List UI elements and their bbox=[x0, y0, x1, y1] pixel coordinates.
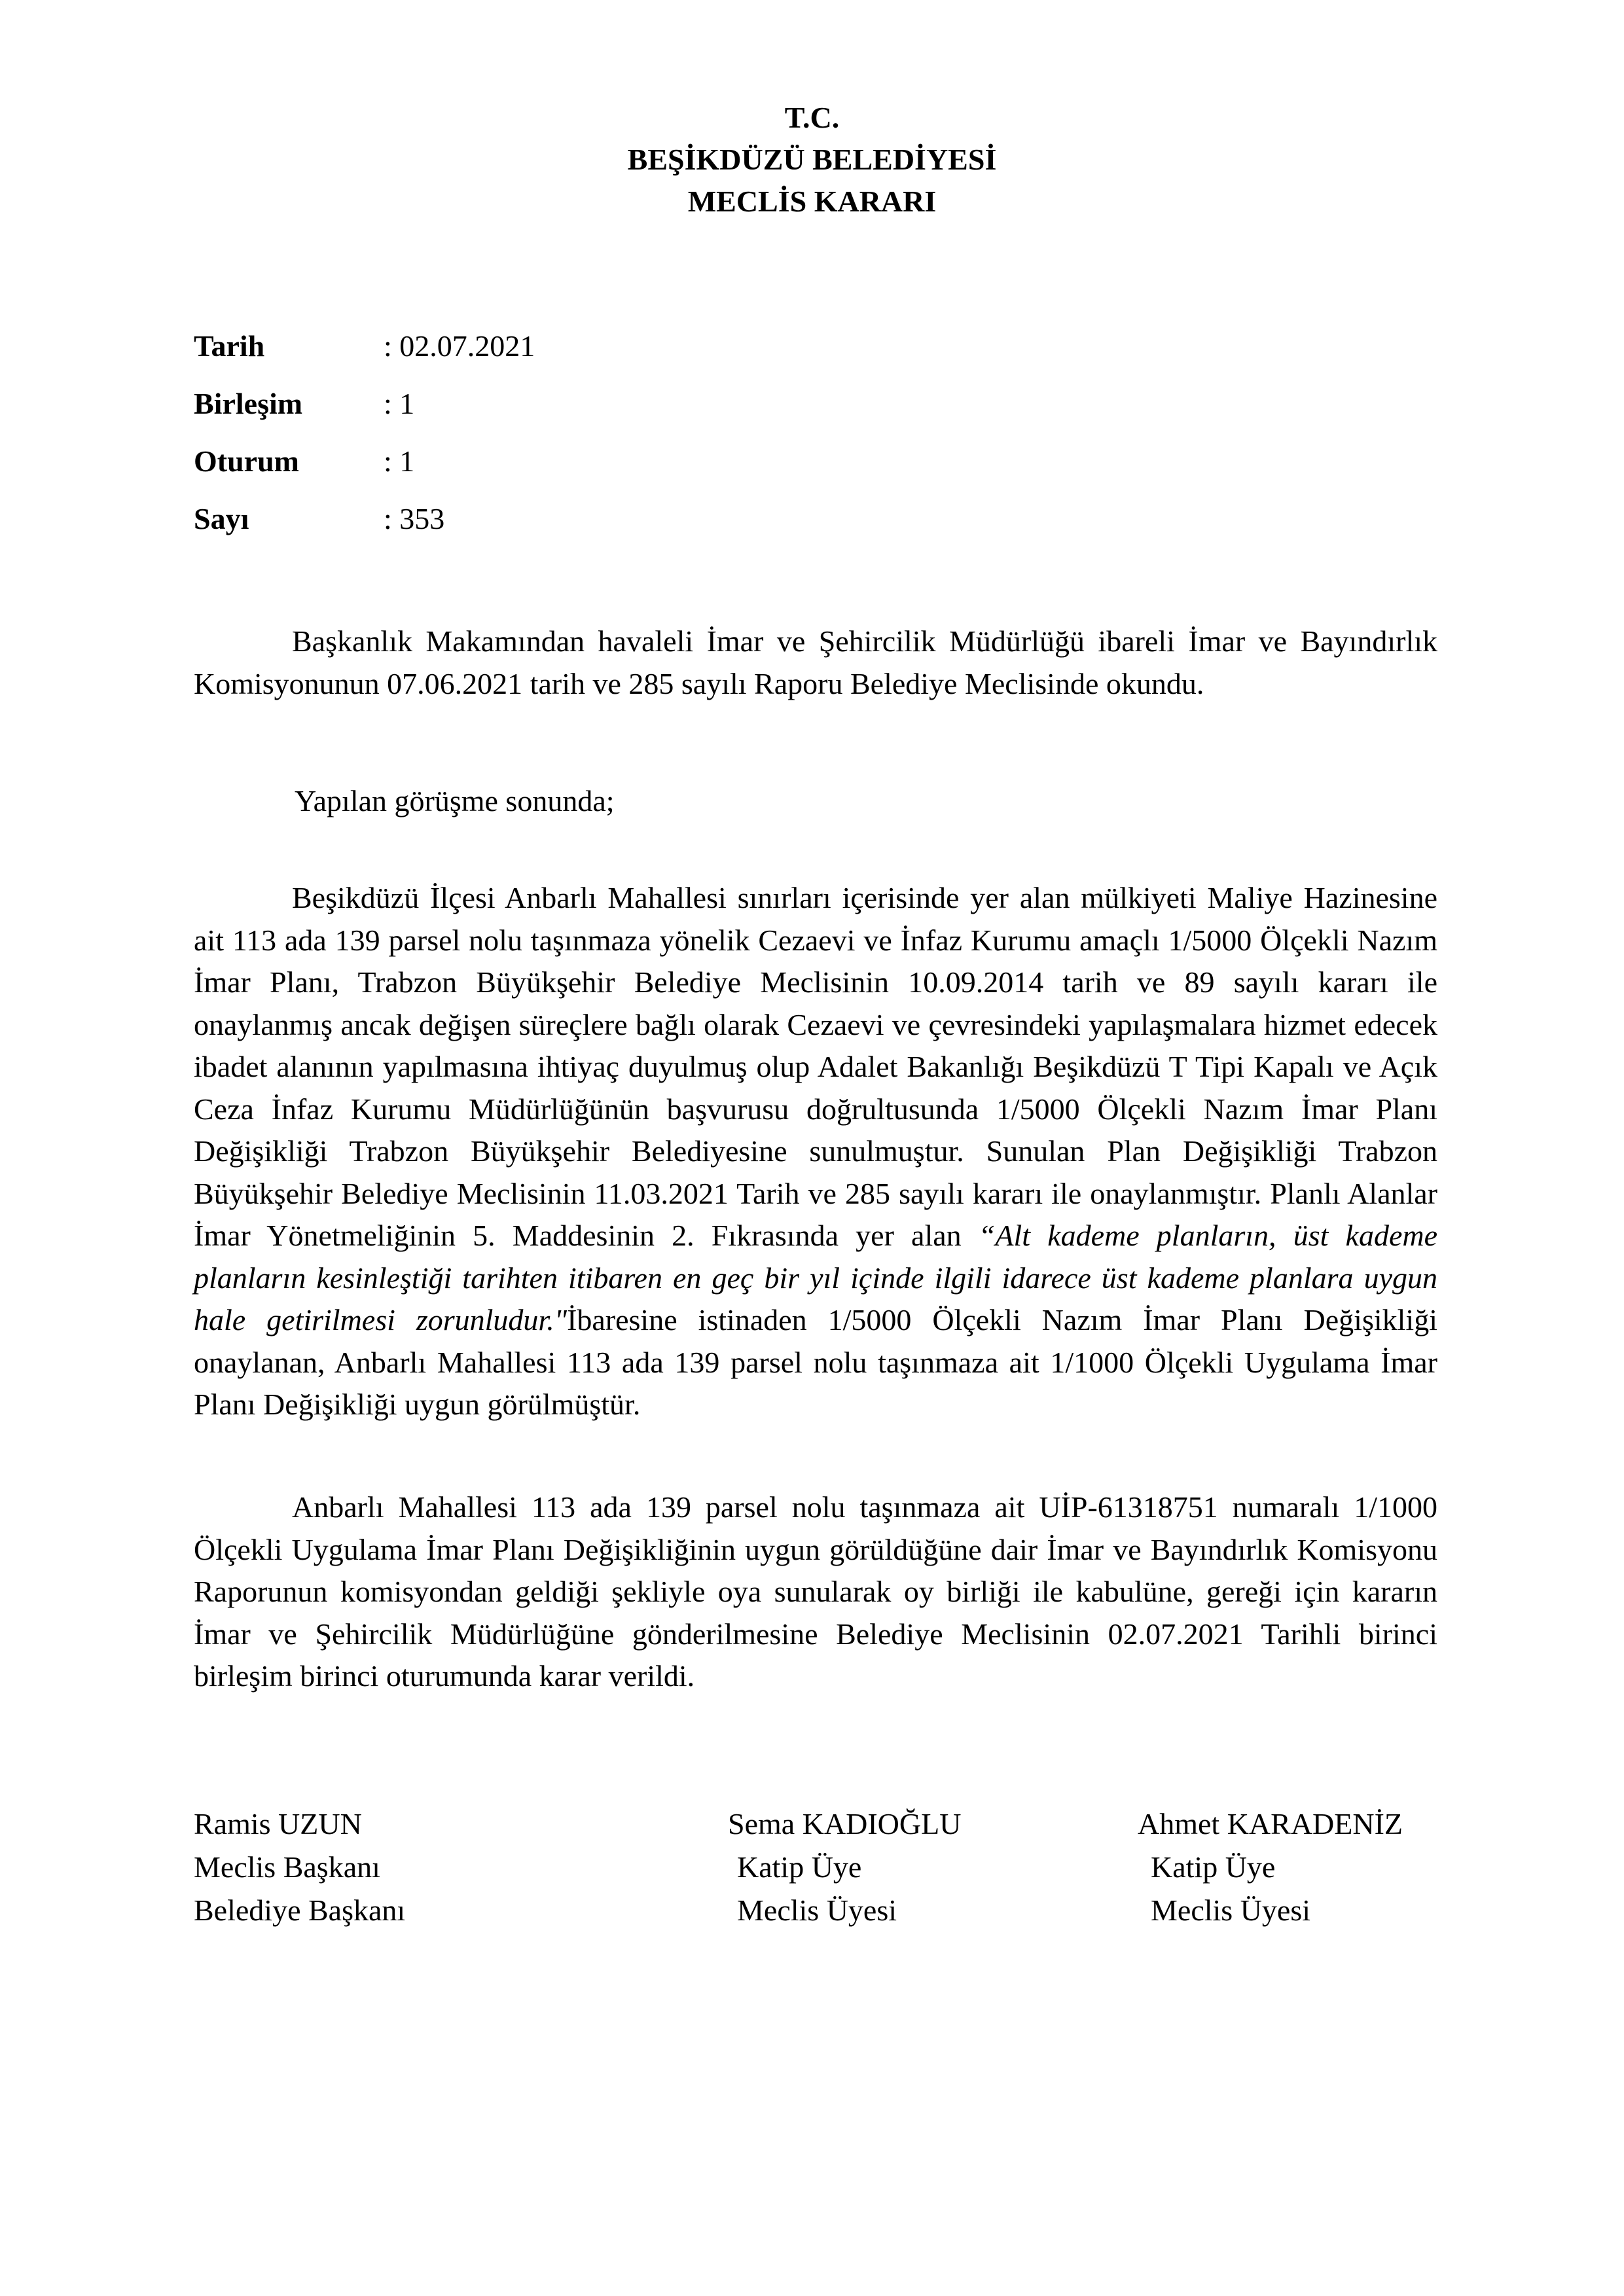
paragraph-report-read: Başkanlık Makamından havaleli İmar ve Şehircilik Müdürlüğü ibareli İmar ve Bayındırlık Komisyonunun 07.06.2021 tarih ve 285 sayılı Raporu Belediye Meclisinde okundu. bbox=[194, 624, 1437, 700]
meta-label: Oturum bbox=[194, 444, 299, 478]
signatory-title: Meclis Başkanı bbox=[194, 1850, 380, 1884]
plan-details-text: Beşikdüzü İlçesi Anbarlı Mahallesi sınırları içerisinde yer alan mülkiyeti Maliye Hazinesine ait 113 ada 139 parsel nolu taşınmaza yönelik Cezaevi ve İnfaz Kurumu amaçlı 1/5000 Ölçekli Nazım İmar Planı, Trabzon Büyükşehir Belediye Meclisinin 10.09.2014 tarih ve 89 sayılı kararı ile onaylanmış ancak değişen süreçlere bağlı olarak Cezaevi ve çevresindeki yapılaşmalara hizmet edecek ibadet alanının yapılmasına ihtiyaç duyulmuş olup Adalet Bakanlığı Beşikdüzü T Tipi Kapalı ve Açık Ceza İnfaz Kurumu Müdürlüğünün başvurusu doğrultusunda 1/5000 Ölçekli Nazım İmar Planı Değişikliği Trabzon Büyükşehir Belediyesine sunulmuştur. Sunulan Plan Değişikliği Trabzon Büyükşehir Belediye Meclisinin 11.03.2021 Tarih ve 285 sayılı kararı ile onaylanmıştır. Planlı Alanlar İmar Yönetmeliğinin 5. Maddesinin 2. Fıkrasında yer alan bbox=[194, 881, 1437, 1252]
meta-label: Sayı bbox=[194, 501, 249, 535]
meta-value: : 1 bbox=[384, 444, 415, 478]
decision-metadata bbox=[194, 317, 535, 547]
signature-block-president bbox=[194, 1803, 405, 1932]
paragraph-discussion: Yapılan görüşme sonunda; bbox=[295, 784, 615, 817]
signatory-title: Belediye Başkanı bbox=[194, 1893, 406, 1927]
signatory-title: Meclis Üyesi bbox=[1151, 1893, 1311, 1927]
meta-value: : 1 bbox=[384, 386, 415, 420]
meta-row-session bbox=[194, 374, 535, 432]
meta-label: Tarih bbox=[194, 329, 265, 363]
header-municipality: BEŞİKDÜZÜ BELEDİYESİ bbox=[627, 143, 997, 176]
paragraph-plan-details bbox=[194, 877, 1437, 1426]
signatory-title: Meclis Üyesi bbox=[737, 1893, 897, 1927]
meta-row-sitting bbox=[194, 432, 535, 490]
paragraph-decision: Anbarlı Mahallesi 113 ada 139 parsel nolu taşınmaza ait UİP-61318751 numaralı 1/1000 Ölçekli Uygulama İmar Planı Değişikliğinin uygun görüldüğüne dair İmar ve Bayındırlık Komisyonu Raporunun komisyondan geldiği şekliyle oya sunularak oy birliği ile kabulüne, gereği için kararın İmar ve Şehircilik Müdürlüğüne gönderilmesine Belediye Meclisinin 02.07.2021 Tarihli birinci birleşim birinci oturumunda karar verildi. bbox=[194, 1490, 1437, 1693]
signature-block-clerk-2 bbox=[1138, 1803, 1403, 1932]
signatory-name: Ahmet KARADENİZ bbox=[1138, 1807, 1403, 1840]
regulation-quote: “Alt kademe planların, üst kademe planların kesinleştiği tarihten itibaren en geç bir yıl içinde ilgili idarece üst kademe planlara uygun hale getirilmesi zorunludur." bbox=[194, 1219, 1437, 1336]
signatory-name: Ramis UZUN bbox=[194, 1807, 362, 1840]
meta-value: : 353 bbox=[384, 501, 445, 535]
signatory-title: Katip Üye bbox=[1151, 1850, 1276, 1884]
meta-row-number bbox=[194, 490, 535, 547]
signature-block-clerk-1 bbox=[728, 1803, 961, 1932]
header-document-type: MECLİS KARARI bbox=[687, 185, 937, 218]
header-country: T.C. bbox=[784, 101, 840, 134]
document-header bbox=[0, 97, 1624, 223]
meta-row-date bbox=[194, 317, 535, 374]
meta-label: Birleşim bbox=[194, 386, 303, 420]
meta-value: : 02.07.2021 bbox=[384, 329, 535, 363]
plan-details-conclusion: İbaresine istinaden 1/5000 Ölçekli Nazım İmar Planı Değişikliği onaylanan, Anbarlı Mahallesi 113 ada 139 parsel nolu taşınmaza ait 1/1000 Ölçekli Uygulama İmar Planı Değişikliği uygun görülmüştür. bbox=[194, 1303, 1437, 1421]
signatory-name: Sema KADIOĞLU bbox=[728, 1807, 962, 1840]
signatory-title: Katip Üye bbox=[737, 1850, 862, 1884]
